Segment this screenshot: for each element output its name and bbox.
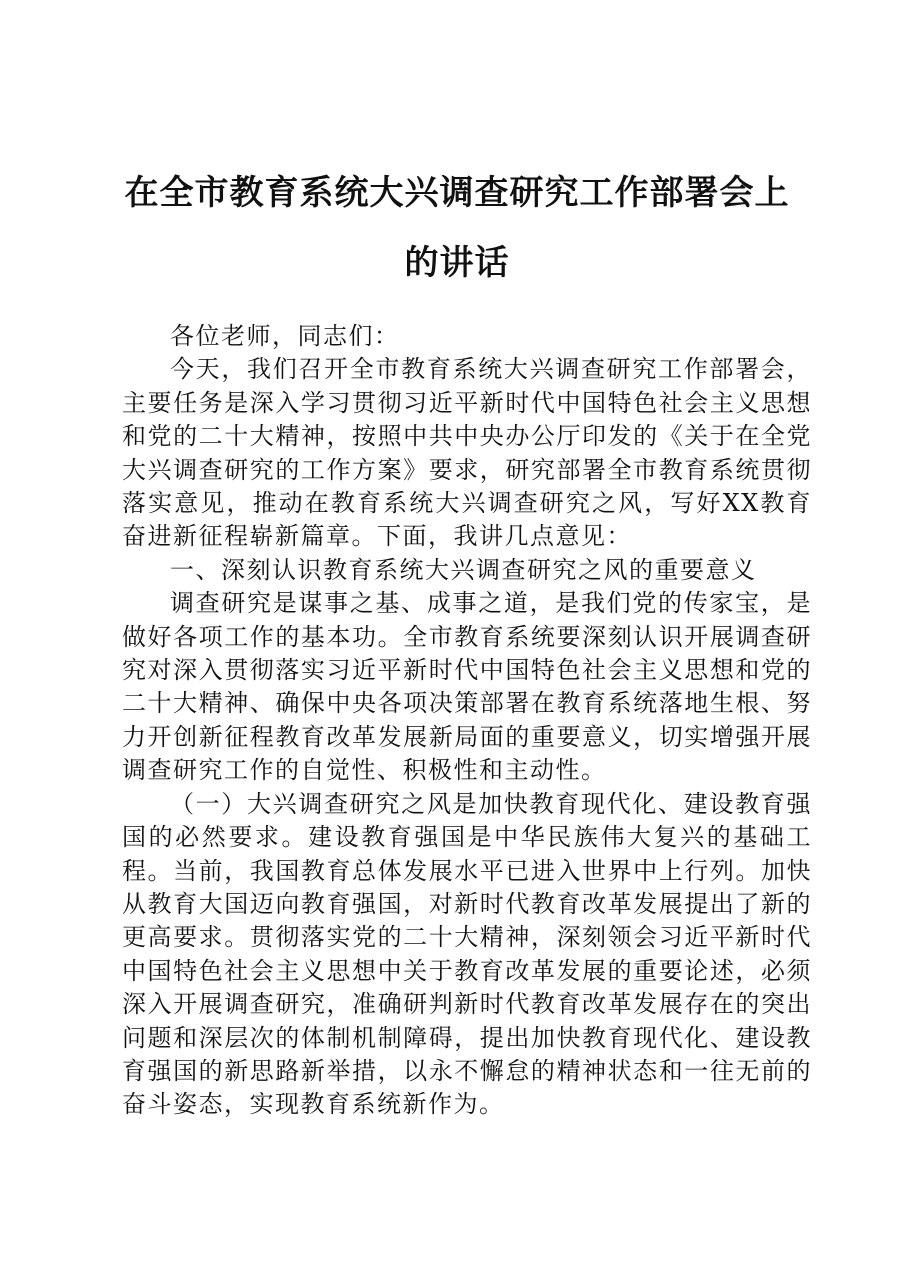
paragraph-subsection-1: （一）大兴调查研究之风是加快教育现代化、建设教育强国的必然要求。建设教育强国是中华民族伟大复兴的基础工程。当前，我国教育总体发展水平已进入世界中上行列。加快从教育大国迈向教育强国，对新时代教育改革发展提出了新的更高要求。贯彻落实党的二十大精神，深刻领会习近平新时代中国特色社会主义思想中关于教育改革发展的重要论述，必须深入开展调查研究，准确研判新时代教育改革发展存在的突出问题和深层次的体制机制障碍，提出加快教育现代化、建设教育强国的新思路新举措，以永不懈怠的精神状态和一往无前的奋斗姿态，实现教育系统新作为。 (122, 789, 812, 1119)
document-body (122, 320, 812, 1122)
document-title: 在全市教育系统大兴调查研究工作部署会上的讲话 (124, 173, 790, 283)
paragraph-opening: 今天，我们召开全市教育系统大兴调查研究工作部署会，主要任务是深入学习贯彻习近平新时代中国特色社会主义思想和党的二十大精神，按照中共中央办公厅印发的《关于在全党大兴调查研究的工作方案》要求，研究部署全市教育系统贯彻落实意见，推动在教育系统大兴调查研究之风，写好XX教育奋进新征程崭新篇章。下面，我讲几点意见： (122, 355, 812, 551)
salutation: 各位老师，同志们： (170, 322, 400, 350)
paragraph-section-1-intro: 调查研究是谋事之基、成事之道，是我们党的传家宝，是做好各项工作的基本功。全市教育系统要深刻认识开展调查研究对深入贯彻落实习近平新时代中国特色社会主义思想和党的二十大精神、确保中央各项决策部署在教育系统落地生根、努力开创新征程教育改革发展新局面的重要意义，切实增强开展调查研究工作的自觉性、积极性和主动性。 (122, 589, 812, 785)
section-heading-1: 一、深刻认识教育系统大兴调查研究之风的重要意义 (170, 555, 757, 584)
